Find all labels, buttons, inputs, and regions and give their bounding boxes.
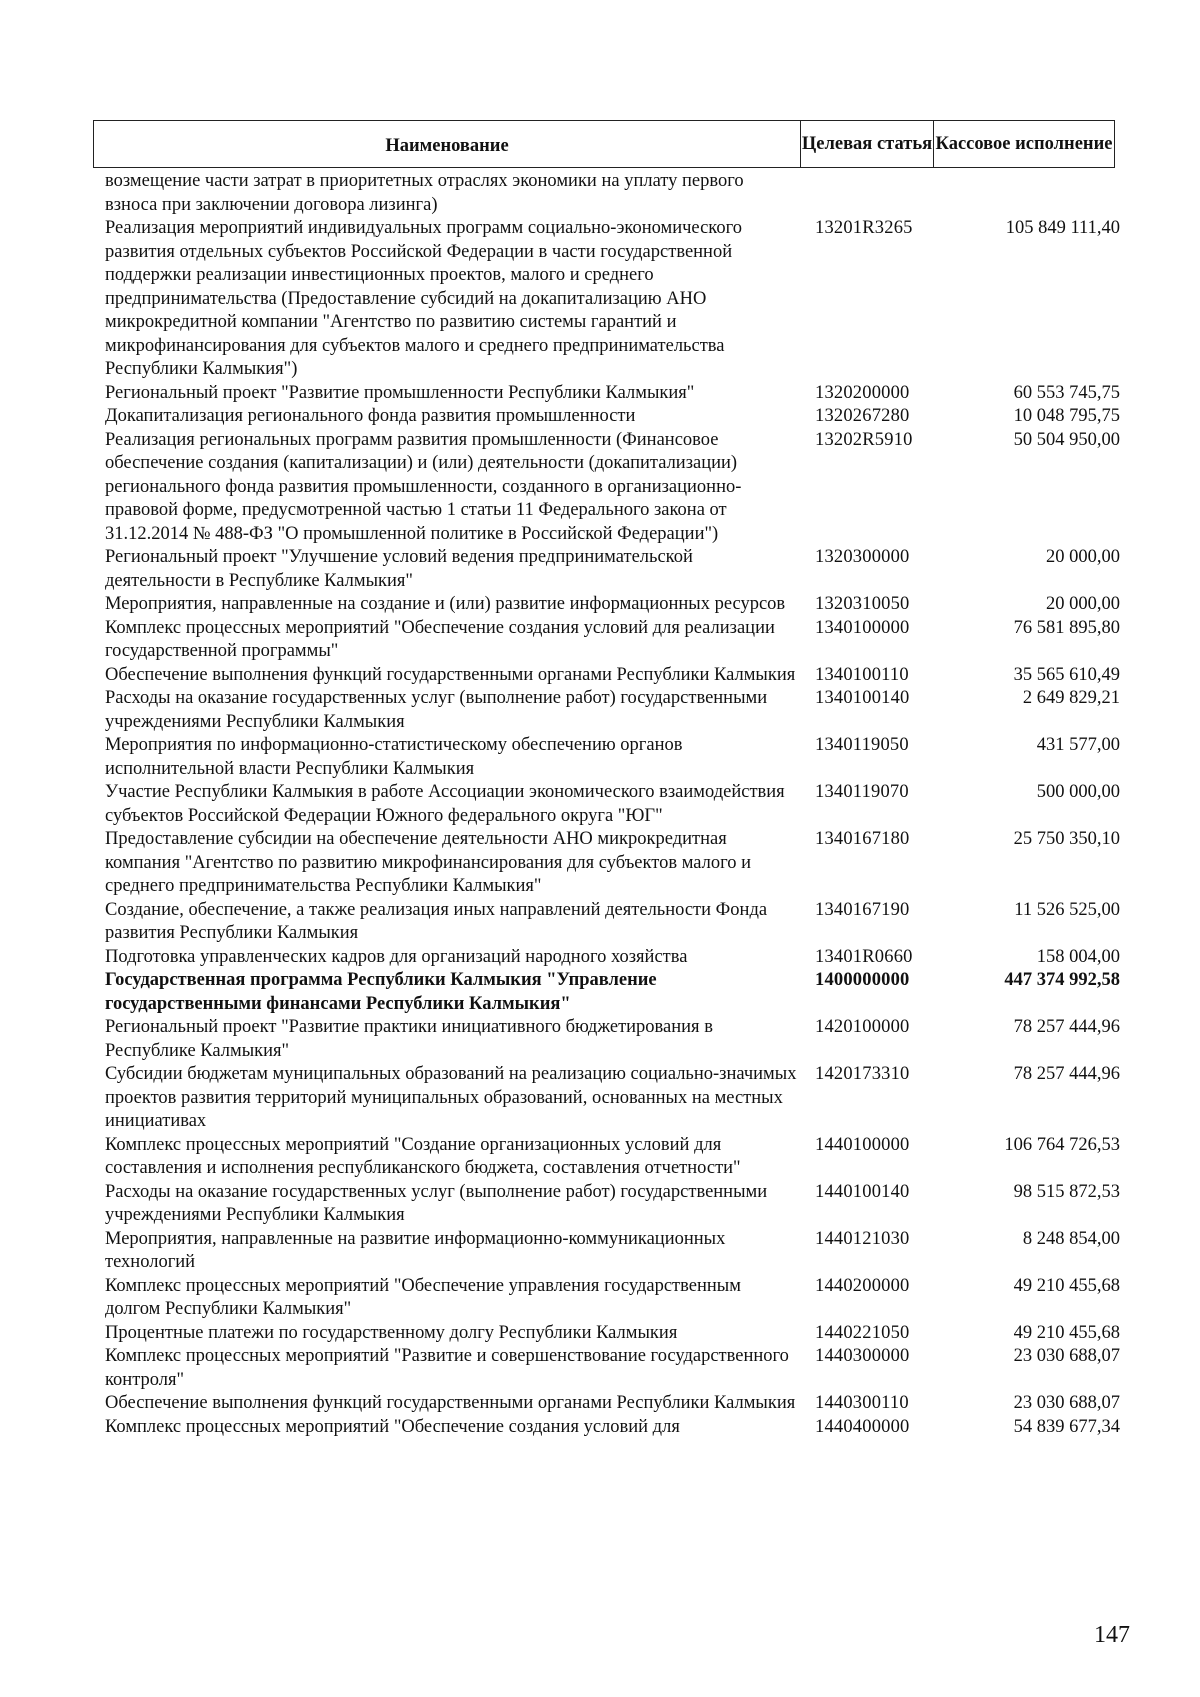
row-value: 158 004,00 <box>1036 946 1120 967</box>
row-value: 23 030 688,07 <box>1013 1346 1120 1366</box>
row-value: 447 374 992,58 <box>1004 970 1120 990</box>
row-code: 1320267280 <box>815 406 910 426</box>
row-code: 1320200000 <box>815 382 910 403</box>
row-name: Участие Республики Калмыкия в работе Ассоциации экономического взаимодействия субъектов Российской Федерации Южного федерального округа "ЮГ" <box>105 782 785 826</box>
row-name: Комплекс процессных мероприятий "Обеспечение создания условий для <box>105 1416 680 1437</box>
row-name: Реализация мероприятий индивидуальных программ социально-экономического развития отдельных субъектов Российской Федерации в части государственной поддержки реализации инвестиционных проектов, малого и среднего предпринимательства (Предоставление субсидий на докапитализацию АНО микрокредитной компании "Агентство по развитию системы гарантий и микрофинансирования для субъектов малого и среднего предпринимательства Республики Калмыкия") <box>105 218 742 379</box>
row-value <box>945 170 1120 217</box>
row-code: 1340100140 <box>815 688 910 708</box>
row-code: 1440100000 <box>815 1134 910 1155</box>
table-row <box>105 1063 1120 1134</box>
header-value: Кассовое исполнение <box>933 121 1114 167</box>
table-row <box>105 382 1120 406</box>
row-code: 13201R3265 <box>815 218 913 238</box>
row-code: 1420173310 <box>815 1064 910 1084</box>
row-name: Подготовка управленческих кадров для организаций народного хозяйства <box>105 946 688 967</box>
row-code: 1440200000 <box>815 1275 910 1296</box>
row-name: Региональный проект "Развитие практики инициативного бюджетирования в Республике Калмыкия" <box>105 1017 713 1061</box>
row-code: 1340100000 <box>815 617 910 638</box>
table-row <box>105 734 1120 781</box>
row-code: 1340119050 <box>815 735 909 755</box>
row-value: 23 030 688,07 <box>1013 1393 1120 1413</box>
row-value: 11 526 525,00 <box>1014 899 1120 920</box>
row-value: 106 764 726,53 <box>1004 1134 1120 1155</box>
row-code: 1420100000 <box>815 1017 910 1037</box>
row-name: Комплекс процессных мероприятий "Создание организационных условий для составления и исполнения республиканского бюджета, составления отчетности" <box>105 1134 741 1178</box>
table-row <box>105 687 1120 734</box>
row-name: Мероприятия, направленные на создание и (или) развитие информационных ресурсов <box>105 594 786 614</box>
table-row <box>105 1134 1120 1181</box>
row-name: Региональный проект "Развитие промышленности Республики Калмыкия" <box>105 382 695 403</box>
row-value: 431 577,00 <box>1036 735 1120 755</box>
table-row <box>105 593 1120 617</box>
row-name: Реализация региональных программ развития промышленности (Финансовое обеспечение создания (капитализации) и (или) деятельности (докапитализации) регионального фонда развития промышленности, созданного в организационно-правовой форме, предусмотренной частью 1 статьи 11 Федерального закона от 31.12.2014 № 488-ФЗ "О промышленной политике в Российской Федерации") <box>105 429 742 544</box>
row-code <box>805 170 945 217</box>
table-row <box>105 617 1120 664</box>
row-code: 1440121030 <box>815 1228 910 1249</box>
table-row <box>105 546 1120 593</box>
row-value: 78 257 444,96 <box>1013 1017 1120 1037</box>
row-name: Комплекс процессных мероприятий "Обеспечение создания условий для реализации государственной программы" <box>105 617 775 661</box>
row-name: Создание, обеспечение, а также реализация иных направлений деятельности Фонда развития Республики Калмыкия <box>105 899 768 943</box>
row-value: 105 849 111,40 <box>1005 218 1120 238</box>
row-value: 50 504 950,00 <box>1013 429 1120 450</box>
header-code: Целевая статья <box>800 121 933 167</box>
row-code: 1440400000 <box>815 1416 910 1437</box>
row-code: 1340167180 <box>815 829 910 849</box>
row-name: Государственная программа Республики Калмыкия "Управление государственными финансами Республики Калмыкия" <box>105 970 657 1014</box>
row-value: 98 515 872,53 <box>1013 1181 1120 1202</box>
row-value: 60 553 745,75 <box>1013 382 1120 403</box>
table-row <box>105 405 1120 429</box>
table-row <box>105 1016 1120 1063</box>
table-row <box>105 217 1120 382</box>
row-value: 20 000,00 <box>1046 594 1120 614</box>
row-code: 1320300000 <box>815 547 910 567</box>
row-name: Докапитализация регионального фонда развития промышленности <box>105 406 636 426</box>
row-name: Мероприятия, направленные на развитие информационно-коммуникационных технологий <box>105 1228 726 1272</box>
page-number: 147 <box>1094 1622 1130 1648</box>
row-code: 1440221050 <box>815 1322 910 1343</box>
row-name: Региональный проект "Улучшение условий ведения предпринимательской деятельности в Республике Калмыкия" <box>105 547 693 591</box>
table-header <box>93 120 1115 168</box>
row-name: Расходы на оказание государственных услуг (выполнение работ) государственными учреждениями Республики Калмыкия <box>105 688 768 732</box>
table-row <box>105 1345 1120 1392</box>
table-row <box>105 828 1120 899</box>
row-code: 1440300110 <box>815 1393 909 1413</box>
table-row <box>105 664 1120 688</box>
row-value: 20 000,00 <box>1046 547 1120 567</box>
header-name: Наименование <box>385 135 509 156</box>
table-row <box>105 1416 1120 1440</box>
table-row <box>105 899 1120 946</box>
table-row <box>105 946 1120 970</box>
row-code: 1400000000 <box>815 970 910 990</box>
row-name: Обеспечение выполнения функций государственными органами Республики Калмыкия <box>105 1393 796 1413</box>
table-row <box>105 1181 1120 1228</box>
row-code: 1340100110 <box>815 664 909 685</box>
row-value: 76 581 895,80 <box>1013 617 1120 638</box>
row-value: 35 565 610,49 <box>1013 664 1120 685</box>
row-name: Мероприятия по информационно-статистическому обеспечению органов исполнительной власти Республики Калмыкия <box>105 735 683 779</box>
row-code: 1320310050 <box>815 594 910 614</box>
table-row <box>105 429 1120 547</box>
row-code: 1340119070 <box>815 782 909 802</box>
row-name: Расходы на оказание государственных услуг (выполнение работ) государственными учреждениями Республики Калмыкия <box>105 1181 768 1225</box>
row-value: 500 000,00 <box>1036 782 1120 802</box>
row-name: Предоставление субсидии на обеспечение деятельности АНО микрокредитная компания "Агентство по развитию микрофинансирования для субъектов малого и среднего предпринимательства Республики Калмыкия" <box>105 829 752 896</box>
table-row <box>105 1275 1120 1322</box>
row-name: Процентные платежи по государственному долгу Республики Калмыкия <box>105 1322 678 1343</box>
row-code: 1340167190 <box>815 899 910 920</box>
table-row <box>105 1322 1120 1346</box>
row-name: Обеспечение выполнения функций государственными органами Республики Калмыкия <box>105 664 796 685</box>
table-row <box>105 781 1120 828</box>
row-value: 49 210 455,68 <box>1013 1275 1120 1296</box>
table-body <box>105 170 1120 1439</box>
row-code: 1440100140 <box>815 1181 910 1202</box>
row-name: Комплекс процессных мероприятий "Обеспечение управления государственным долгом Республики Калмыкия" <box>105 1275 741 1319</box>
row-code: 13202R5910 <box>815 429 913 450</box>
row-name: Комплекс процессных мероприятий "Развитие и совершенствование государственного контроля" <box>105 1346 789 1390</box>
row-name: Субсидии бюджетам муниципальных образований на реализацию социально-значимых проектов развития территорий муниципальных образований, основанных на местных инициативах <box>105 1064 797 1131</box>
row-value: 78 257 444,96 <box>1013 1064 1120 1084</box>
row-value: 2 649 829,21 <box>1022 688 1120 708</box>
row-value: 8 248 854,00 <box>1022 1228 1120 1249</box>
row-value: 54 839 677,34 <box>1013 1416 1120 1437</box>
table-row <box>105 969 1120 1016</box>
row-value: 49 210 455,68 <box>1013 1322 1120 1343</box>
row-value: 25 750 350,10 <box>1013 829 1120 849</box>
table-row <box>105 1392 1120 1416</box>
row-code: 1440300000 <box>815 1346 910 1366</box>
row-name: возмещение части затрат в приоритетных отраслях экономики на уплату первого взноса при заключении договора лизинга) <box>105 171 744 215</box>
row-code: 13401R0660 <box>815 946 913 967</box>
row-value: 10 048 795,75 <box>1013 406 1120 426</box>
table-row <box>105 170 1120 217</box>
table-row <box>105 1228 1120 1275</box>
